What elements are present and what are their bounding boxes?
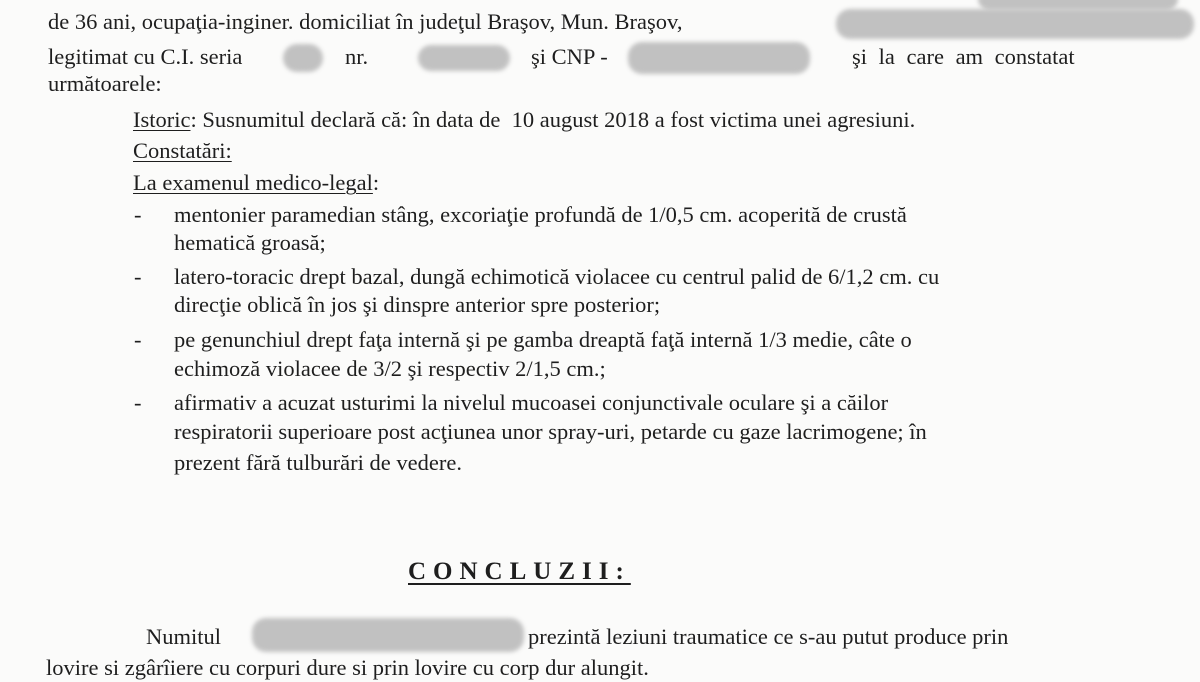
finding-2-bullet: -: [134, 264, 142, 289]
nr-label: nr.: [345, 44, 369, 69]
constatari-heading: Constatări:: [133, 138, 232, 163]
intro-line-2-end: şi la care am constatat: [852, 44, 1075, 69]
conclusions-title: CONCLUZII:: [408, 558, 631, 585]
redaction-name: [252, 618, 524, 652]
finding-2-line-2: direcţie oblică în jos şi dinspre anterior spre posterior;: [174, 292, 661, 317]
redaction-ci-number: [418, 45, 510, 71]
finding-3-line-2: echimoză violacee de 3/2 şi respectiv 2/1,5 cm.;: [174, 356, 606, 381]
ci-label: legitimat cu C.I. seria: [48, 44, 243, 69]
finding-1-line-1: mentonier paramedian stâng, excoriaţie profundă de 1/0,5 cm. acoperită de crustă: [174, 202, 907, 227]
istoric-paragraph: [133, 106, 915, 134]
cnp-label: şi CNP -: [531, 44, 608, 69]
finding-4-line-2: respiratorii superioare post acţiunea unor spray-uri, petarde cu gaze lacrimogene; în: [174, 419, 927, 444]
redaction-address: [836, 9, 1194, 39]
intro-line-3: următoarele:: [48, 71, 162, 96]
finding-4-bullet: -: [134, 390, 142, 415]
finding-1-line-2: hematică groasă;: [174, 230, 326, 255]
finding-2-line-1: latero-toracic drept bazal, dungă echimotică violacee cu centrul palid de 6/1,2 cm. cu: [174, 264, 940, 289]
redaction-ci-series: [283, 44, 323, 72]
examen-heading: La examenul medico-legal:: [133, 170, 380, 195]
redaction-cnp: [628, 42, 810, 74]
conclusion-line-1: prezintă leziuni traumatice ce s-au putut produce prin: [528, 624, 1009, 649]
istoric-label: Istoric: [133, 107, 191, 132]
finding-3-bullet: -: [134, 327, 142, 352]
finding-4-line-3: prezent fără tulburări de vedere.: [174, 450, 462, 475]
conclusion-line-2: lovire si zgârîiere cu corpuri dure si prin lovire cu corp dur alungit.: [46, 655, 649, 680]
examen-label: La examenul medico-legal: [133, 170, 373, 195]
finding-4-line-1: afirmativ a acuzat usturimi la nivelul mucoasei conjunctivale oculare şi a căilor: [174, 390, 889, 415]
conclusion-name-label: Numitul: [146, 624, 222, 649]
istoric-text: : Susnumitul declară că: în data de 10 august 2018 a fost victima unei agresiuni.: [190, 107, 916, 132]
finding-1-bullet: -: [134, 202, 142, 227]
intro-line-1: de 36 ani, ocupaţia-inginer. domiciliat în judeţul Braşov, Mun. Braşov,: [48, 9, 683, 34]
finding-3-line-1: pe genunchiul drept faţa internă şi pe gamba dreaptă faţă internă 1/3 medie, câte o: [174, 327, 912, 352]
